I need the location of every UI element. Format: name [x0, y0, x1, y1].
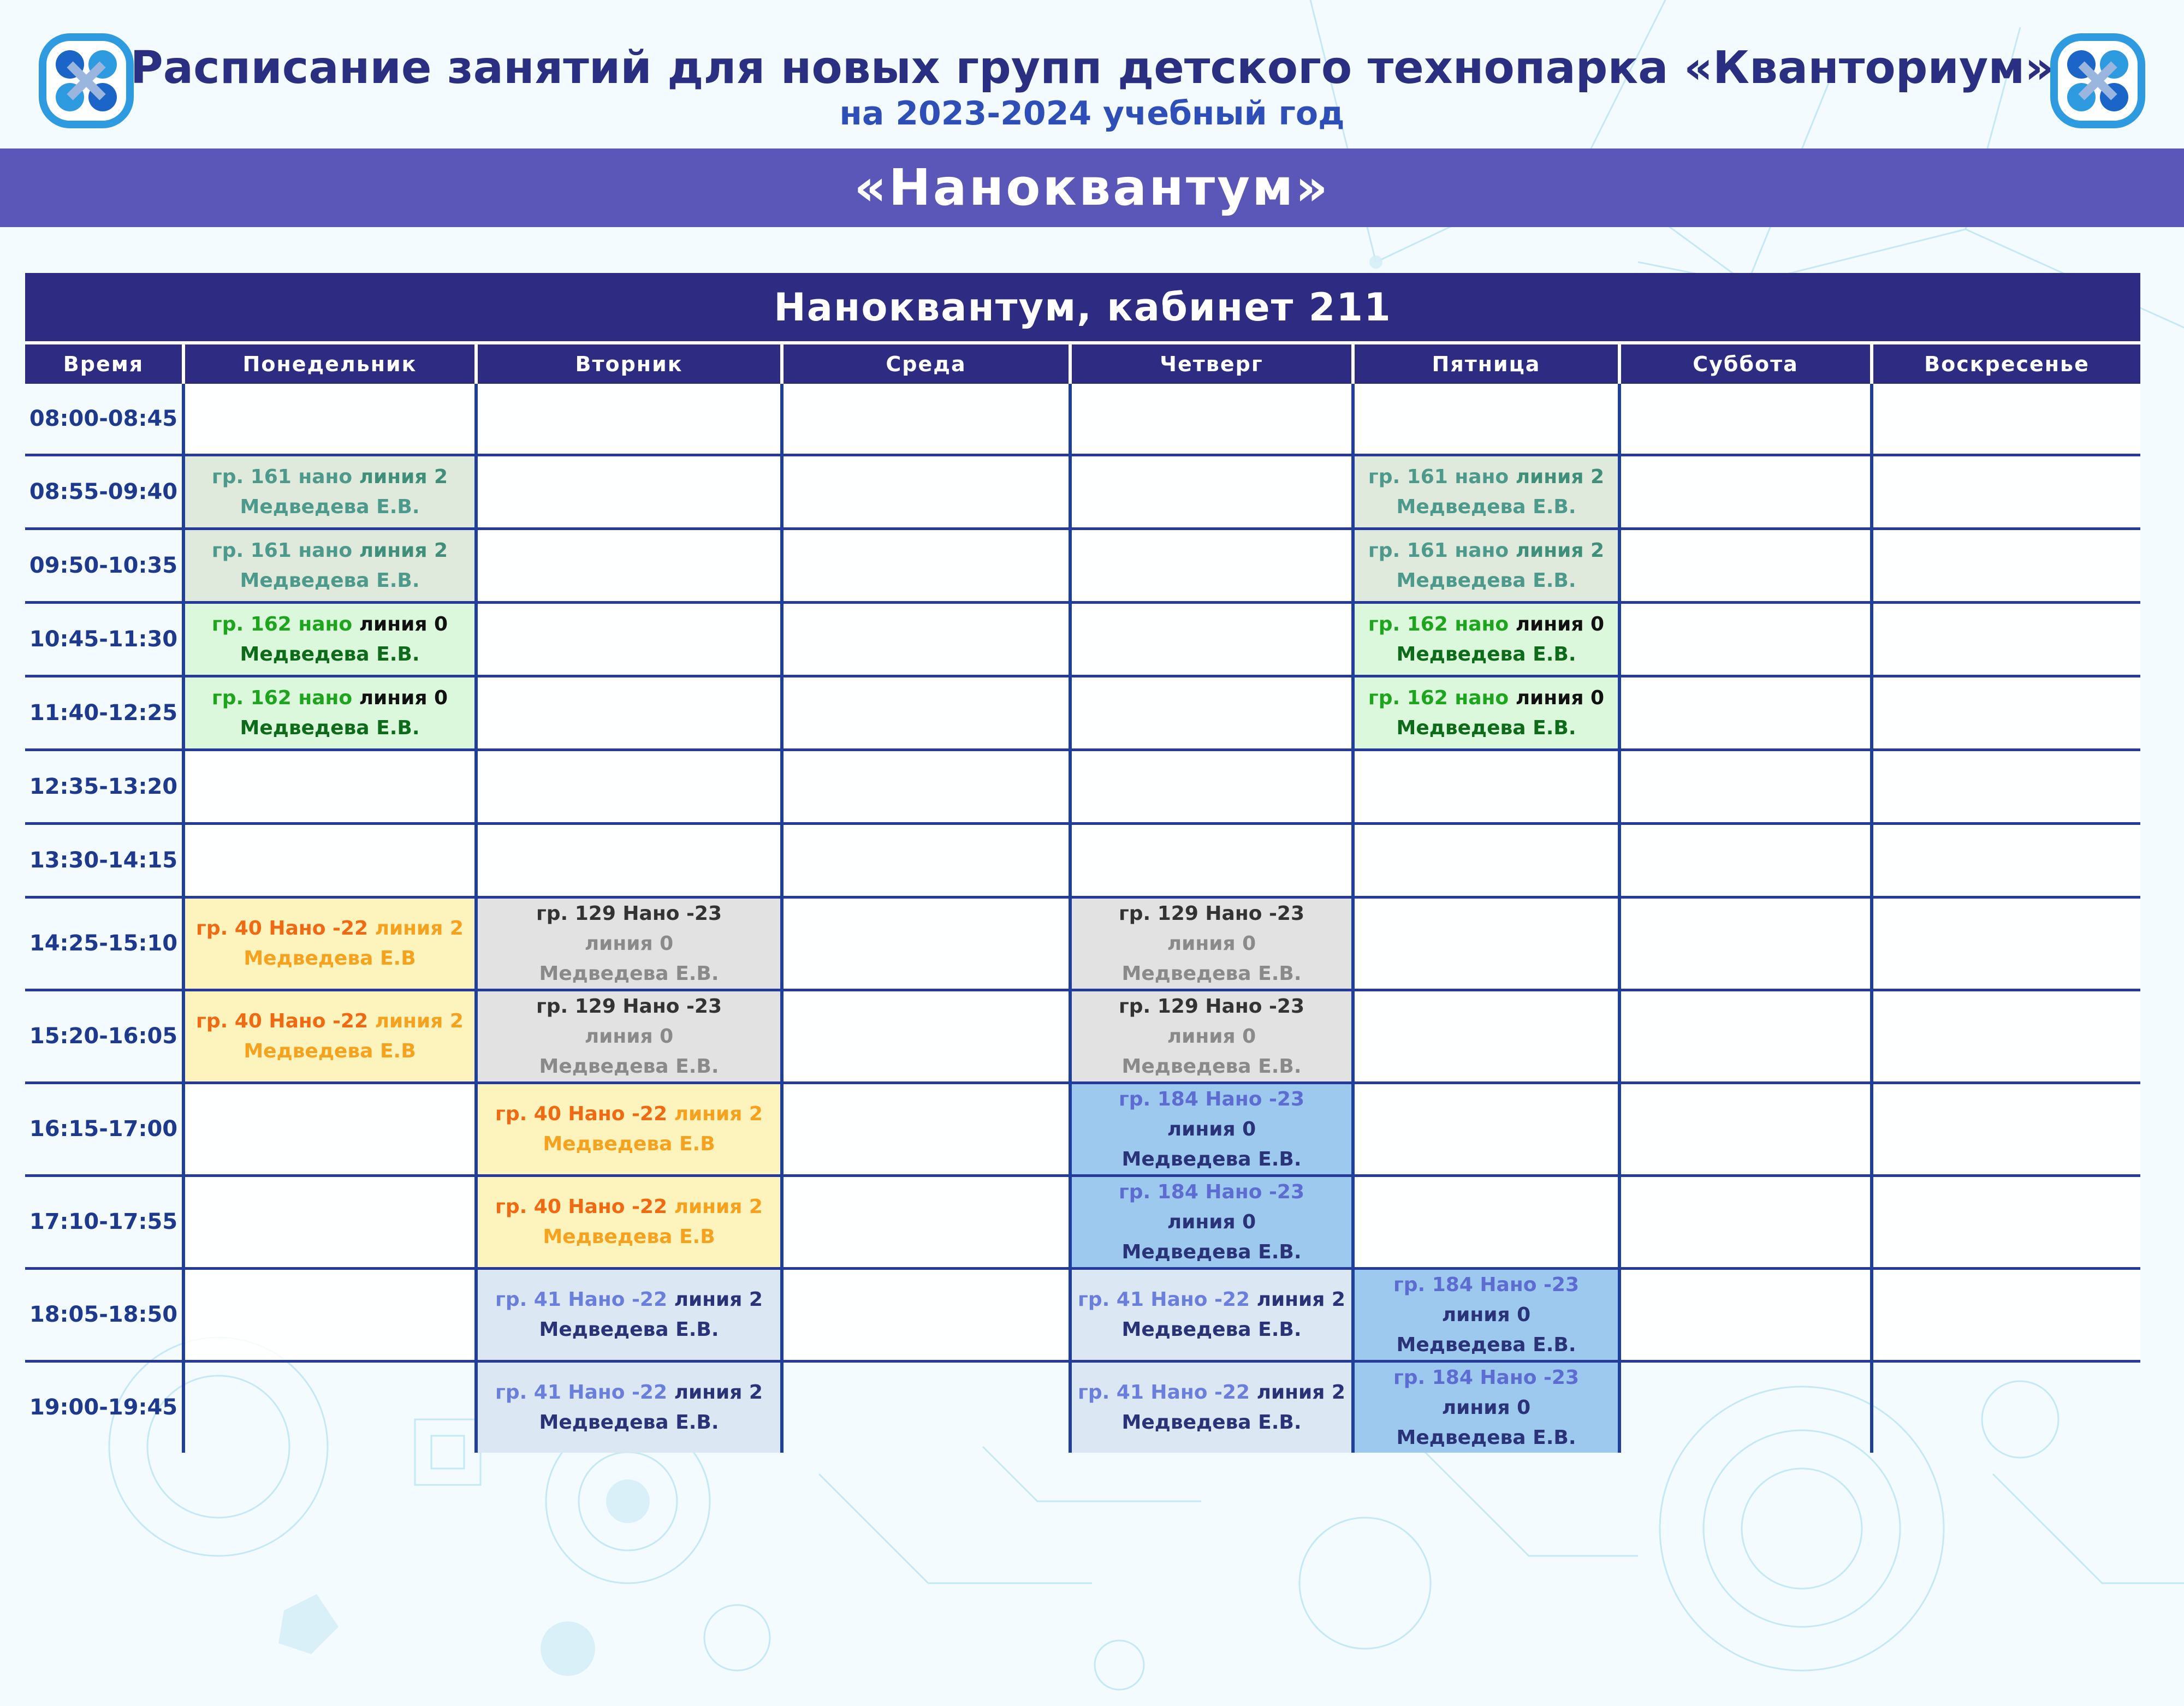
empty-cell — [782, 602, 1070, 676]
empty-cell — [183, 1361, 476, 1453]
lesson-cell — [1070, 1361, 1353, 1453]
group-label: гр. 162 нано — [211, 686, 359, 709]
column-header: Вторник — [476, 343, 782, 384]
table-row — [25, 897, 2140, 990]
empty-cell — [1070, 455, 1353, 528]
teacher-label: Медведева Е.В — [543, 1133, 715, 1155]
page-subtitle: на 2023-2024 учебный год — [839, 94, 1345, 133]
group-label: гр. 162 нано — [1368, 686, 1516, 709]
line-label: линия 2 — [368, 917, 464, 940]
teacher-label: Медведева Е.В. — [1396, 1426, 1576, 1449]
table-row — [25, 528, 2140, 602]
empty-cell — [1070, 676, 1353, 750]
group-label: гр. 129 Нано -23 — [536, 995, 722, 1018]
empty-cell — [183, 1083, 476, 1175]
group-label: гр. 184 Нано -23 — [1393, 1273, 1580, 1296]
empty-cell — [1353, 750, 1619, 823]
table-row — [25, 384, 2140, 455]
group-label: гр. 161 нано — [1368, 539, 1509, 562]
empty-cell — [1872, 1268, 2140, 1361]
column-header: Время — [25, 343, 183, 384]
line-label: линия 0 — [1515, 613, 1605, 635]
quantum-banner — [0, 148, 2184, 227]
time-slot: 14:25-15:10 — [25, 897, 183, 990]
group-label: гр. 129 Нано -23 — [1118, 902, 1305, 925]
lesson-cell — [1070, 897, 1353, 990]
empty-cell — [1070, 528, 1353, 602]
line-label: линия 0 — [1167, 1210, 1256, 1233]
table-row — [25, 823, 2140, 897]
table-row — [25, 602, 2140, 676]
empty-cell — [1353, 897, 1619, 990]
group-label: гр. 161 нано — [1368, 465, 1509, 488]
group-label: гр. 184 Нано -23 — [1118, 1180, 1305, 1203]
lesson-cell — [476, 1083, 782, 1175]
column-header: Понедельник — [183, 343, 476, 384]
line-label: линия 0 — [1167, 1025, 1256, 1048]
empty-cell — [1872, 990, 2140, 1083]
line-label: линия 0 — [359, 613, 448, 635]
lesson-cell — [1353, 528, 1619, 602]
empty-cell — [782, 990, 1070, 1083]
teacher-label: Медведева Е.В. — [1396, 643, 1576, 665]
empty-cell — [1619, 676, 1872, 750]
empty-cell — [1619, 528, 1872, 602]
lesson-cell — [1070, 1083, 1353, 1175]
empty-cell — [1619, 823, 1872, 897]
empty-cell — [1070, 602, 1353, 676]
teacher-label: Медведева Е.В. — [1396, 495, 1576, 518]
empty-cell — [1872, 528, 2140, 602]
empty-cell — [183, 823, 476, 897]
teacher-label: Медведева Е.В. — [539, 1318, 719, 1341]
lesson-cell — [476, 1175, 782, 1268]
empty-cell — [1872, 1361, 2140, 1453]
teacher-label: Медведева Е.В. — [539, 1055, 719, 1078]
empty-cell — [1619, 1361, 1872, 1453]
group-label: гр. 41 Нано -22 — [1078, 1381, 1250, 1404]
line-label: линия 0 — [1167, 932, 1256, 955]
page-title: Расписание занятий для новых групп детского технопарка «Кванториум» — [130, 42, 2054, 94]
empty-cell — [1619, 384, 1872, 455]
line-label: линия 0 — [584, 932, 674, 955]
teacher-label: Медведева Е.В. — [1121, 1055, 1302, 1078]
empty-cell — [476, 676, 782, 750]
empty-cell — [1619, 1268, 1872, 1361]
group-label: гр. 40 Нано -22 — [495, 1196, 668, 1218]
table-row — [25, 990, 2140, 1083]
table-row — [25, 455, 2140, 528]
lesson-cell — [476, 1268, 782, 1361]
column-header: Суббота — [1619, 343, 1872, 384]
lesson-cell — [476, 990, 782, 1083]
empty-cell — [782, 455, 1070, 528]
line-label: линия 2 — [1250, 1288, 1345, 1311]
empty-cell — [476, 602, 782, 676]
empty-cell — [782, 823, 1070, 897]
empty-cell — [782, 897, 1070, 990]
empty-cell — [782, 750, 1070, 823]
teacher-label: Медведева Е.В — [543, 1226, 715, 1248]
time-slot: 13:30-14:15 — [25, 823, 183, 897]
lesson-cell — [1070, 1268, 1353, 1361]
empty-cell — [1070, 750, 1353, 823]
column-header: Среда — [782, 343, 1070, 384]
empty-cell — [1872, 750, 2140, 823]
lesson-cell — [183, 897, 476, 990]
line-label: линия 0 — [1441, 1303, 1531, 1326]
teacher-label: Медведева Е.В. — [240, 495, 420, 518]
line-label: линия 2 — [667, 1103, 763, 1125]
group-label: гр. 40 Нано -22 — [196, 917, 369, 940]
teacher-label: Медведева Е.В. — [1121, 1240, 1302, 1263]
line-label: линия 2 — [1509, 465, 1605, 488]
line-label: линия 2 — [667, 1288, 763, 1311]
empty-cell — [1619, 897, 1872, 990]
table-row — [25, 676, 2140, 750]
schedule-table — [25, 273, 2140, 1453]
lesson-cell — [183, 602, 476, 676]
column-header: Воскресенье — [1872, 343, 2140, 384]
empty-cell — [1619, 602, 1872, 676]
empty-cell — [1353, 990, 1619, 1083]
empty-cell — [476, 384, 782, 455]
lesson-cell — [1070, 990, 1353, 1083]
empty-cell — [183, 384, 476, 455]
lesson-cell — [1353, 602, 1619, 676]
empty-cell — [476, 750, 782, 823]
line-label: линия 0 — [359, 686, 448, 709]
empty-cell — [782, 1268, 1070, 1361]
empty-cell — [782, 676, 1070, 750]
empty-cell — [782, 1175, 1070, 1268]
empty-cell — [1070, 384, 1353, 455]
empty-cell — [1353, 1175, 1619, 1268]
empty-cell — [782, 384, 1070, 455]
teacher-label: Медведева Е.В. — [539, 1411, 719, 1434]
empty-cell — [1872, 602, 2140, 676]
lesson-cell — [476, 1361, 782, 1453]
table-row — [25, 1175, 2140, 1268]
empty-cell — [1619, 990, 1872, 1083]
time-slot: 08:55-09:40 — [25, 455, 183, 528]
time-slot: 19:00-19:45 — [29, 1395, 178, 1420]
table-caption: Наноквантум, кабинет 211 — [25, 273, 2140, 343]
teacher-label: Медведева Е.В. — [1396, 569, 1576, 592]
table-row — [25, 1268, 2140, 1361]
empty-cell — [1353, 823, 1619, 897]
table-row — [25, 750, 2140, 823]
empty-cell — [1070, 823, 1353, 897]
group-label: гр. 162 нано — [211, 613, 359, 635]
time-slot: 08:00-08:45 — [25, 384, 183, 455]
line-label: линия 2 — [667, 1381, 763, 1404]
lesson-cell — [1353, 1361, 1619, 1453]
empty-cell — [1872, 1083, 2140, 1175]
line-label: линия 0 — [584, 1025, 674, 1048]
line-label: линия 2 — [1509, 539, 1605, 562]
empty-cell — [1353, 384, 1619, 455]
group-label: гр. 184 Нано -23 — [1393, 1366, 1580, 1389]
empty-cell — [1353, 1083, 1619, 1175]
lesson-cell — [1353, 1268, 1619, 1361]
group-label: гр. 184 Нано -23 — [1118, 1087, 1305, 1110]
teacher-label: Медведева Е.В. — [1121, 1148, 1302, 1170]
table-row — [25, 1361, 2140, 1453]
table-header-row — [25, 343, 2140, 384]
column-header: Пятница — [1353, 343, 1619, 384]
lesson-cell — [476, 897, 782, 990]
lesson-cell — [1353, 455, 1619, 528]
group-label: гр. 162 нано — [1368, 613, 1516, 635]
lesson-cell — [183, 455, 476, 528]
teacher-label: Медведева Е.В. — [1121, 1411, 1302, 1434]
time-slot: 17:10-17:55 — [25, 1175, 183, 1268]
time-slot: 09:50-10:35 — [25, 528, 183, 602]
empty-cell — [782, 1361, 1070, 1453]
empty-cell — [1872, 1175, 2140, 1268]
teacher-label: Медведева Е.В — [244, 947, 416, 970]
time-slot: 12:35-13:20 — [25, 750, 183, 823]
empty-cell — [782, 528, 1070, 602]
lesson-cell — [1353, 676, 1619, 750]
empty-cell — [782, 1083, 1070, 1175]
teacher-label: Медведева Е.В. — [539, 962, 719, 985]
group-label: гр. 129 Нано -23 — [536, 902, 722, 925]
teacher-label: Медведева Е.В. — [240, 643, 420, 665]
empty-cell — [1872, 897, 2140, 990]
empty-cell — [183, 1268, 476, 1361]
line-label: линия 0 — [1441, 1396, 1531, 1419]
empty-cell — [476, 528, 782, 602]
teacher-label: Медведева Е.В. — [1121, 962, 1302, 985]
group-label: гр. 41 Нано -22 — [1078, 1288, 1250, 1311]
line-label: линия 2 — [368, 1010, 464, 1032]
group-label: гр. 40 Нано -22 — [495, 1103, 668, 1125]
group-label: гр. 41 Нано -22 — [495, 1288, 668, 1311]
empty-cell — [476, 455, 782, 528]
lesson-cell — [1070, 1175, 1353, 1268]
empty-cell — [1619, 750, 1872, 823]
teacher-label: Медведева Е.В — [244, 1040, 416, 1062]
time-slot: 15:20-16:05 — [25, 990, 183, 1083]
empty-cell — [1619, 1175, 1872, 1268]
empty-cell — [183, 750, 476, 823]
teacher-label: Медведева Е.В. — [1396, 716, 1576, 739]
line-label: линия 2 — [667, 1196, 763, 1218]
empty-cell — [1619, 1083, 1872, 1175]
banner-title: «Наноквантум» — [854, 158, 1330, 217]
empty-cell — [1872, 676, 2140, 750]
time-slot: 18:05-18:50 — [25, 1268, 183, 1361]
teacher-label: Медведева Е.В. — [240, 569, 420, 592]
time-slot: 16:15-17:00 — [25, 1083, 183, 1175]
empty-cell — [1872, 384, 2140, 455]
group-label: гр. 161 нано — [211, 465, 353, 488]
group-label: гр. 129 Нано -23 — [1118, 995, 1305, 1018]
empty-cell — [1619, 455, 1872, 528]
time-slot: 11:40-12:25 — [25, 676, 183, 750]
time-slot: 10:45-11:30 — [25, 602, 183, 676]
group-label: гр. 40 Нано -22 — [196, 1010, 369, 1032]
line-label: линия 2 — [1250, 1381, 1345, 1404]
teacher-label: Медведева Е.В. — [240, 716, 420, 739]
lesson-cell — [183, 528, 476, 602]
empty-cell — [1872, 455, 2140, 528]
line-label: линия 0 — [1167, 1117, 1256, 1140]
teacher-label: Медведева Е.В. — [1121, 1318, 1302, 1341]
empty-cell — [476, 823, 782, 897]
column-header: Четверг — [1070, 343, 1353, 384]
empty-cell — [1872, 823, 2140, 897]
table-row — [25, 1083, 2140, 1175]
line-label: линия 2 — [352, 539, 448, 562]
lesson-cell — [183, 676, 476, 750]
teacher-label: Медведева Е.В. — [1396, 1333, 1576, 1356]
line-label: линия 0 — [1515, 686, 1605, 709]
group-label: гр. 161 нано — [211, 539, 353, 562]
group-label: гр. 41 Нано -22 — [495, 1381, 668, 1404]
empty-cell — [183, 1175, 476, 1268]
line-label: линия 2 — [352, 465, 448, 488]
lesson-cell — [183, 990, 476, 1083]
